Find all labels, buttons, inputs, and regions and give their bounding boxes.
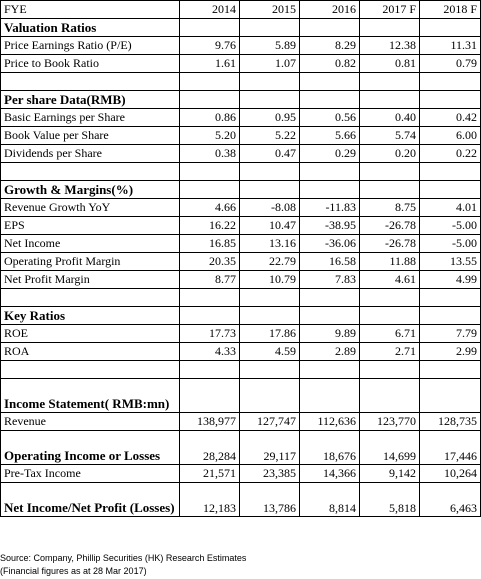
cell-value: -26.78 [360, 217, 420, 235]
table-row [1, 235, 481, 253]
cell-value: 6,463 [420, 483, 481, 517]
section-title: Income Statement( RMB:mn) [1, 379, 180, 413]
cell-value: 23,385 [240, 465, 300, 483]
section-header-income [1, 379, 481, 413]
cell-value: 0.22 [420, 145, 481, 163]
source-note: Source: Company, Phillip Securities (HK) Research Estimates [0, 553, 247, 563]
cell-value: 2.99 [420, 343, 481, 361]
table-row [1, 271, 481, 289]
fye-label: FYE [1, 1, 180, 19]
cell-value: 9,142 [360, 465, 420, 483]
table-row [1, 325, 481, 343]
cell-value: 0.29 [300, 145, 360, 163]
year-header: 2017 F [360, 1, 420, 19]
cell-value: 5.22 [240, 127, 300, 145]
cell-value: 4.59 [240, 343, 300, 361]
cell-value: 1.61 [180, 55, 240, 73]
cell-value: -36.06 [300, 235, 360, 253]
section-header-per-share [1, 91, 481, 109]
row-label: Book Value per Share [1, 127, 180, 145]
cell-value: 0.40 [360, 109, 420, 127]
cell-value: 11.31 [420, 37, 481, 55]
cell-value: 5,818 [360, 483, 420, 517]
cell-value: 1.07 [240, 55, 300, 73]
cell-value: 0.42 [420, 109, 481, 127]
cell-value: 5.66 [300, 127, 360, 145]
cell-value: 9.89 [300, 325, 360, 343]
cell-value: 0.79 [420, 55, 481, 73]
cell-value: 10,264 [420, 465, 481, 483]
spacer-row [1, 73, 481, 91]
row-label: Price Earnings Ratio (P/E) [1, 37, 180, 55]
header-row [1, 1, 481, 19]
cell-value: 10.79 [240, 271, 300, 289]
table-row [1, 465, 481, 483]
cell-value: 17.73 [180, 325, 240, 343]
row-label: Revenue [1, 413, 180, 431]
cell-value: -8.08 [240, 199, 300, 217]
cell-value: 2.71 [360, 343, 420, 361]
cell-value: 20.35 [180, 253, 240, 271]
cell-value: 14,699 [360, 431, 420, 465]
row-label: Dividends per Share [1, 145, 180, 163]
cell-value: 28,284 [180, 431, 240, 465]
section-header-valuation [1, 19, 481, 37]
cell-value: 6.71 [360, 325, 420, 343]
cell-value: 10.47 [240, 217, 300, 235]
table-row [1, 483, 481, 517]
cell-value: 6.00 [420, 127, 481, 145]
cell-value: 17,446 [420, 431, 481, 465]
cell-value: 0.82 [300, 55, 360, 73]
cell-value: 112,636 [300, 413, 360, 431]
table-row [1, 431, 481, 465]
table-row [1, 37, 481, 55]
cell-value: 4.66 [180, 199, 240, 217]
row-label: Basic Earnings per Share [1, 109, 180, 127]
year-header: 2018 F [420, 1, 481, 19]
cell-value: 5.20 [180, 127, 240, 145]
cell-value: 8,814 [300, 483, 360, 517]
cell-value: 22.79 [240, 253, 300, 271]
row-label: Net Income/Net Profit (Losses) [1, 483, 180, 517]
section-header-key-ratios [1, 307, 481, 325]
section-header-growth [1, 181, 481, 199]
cell-value: -38.95 [300, 217, 360, 235]
cell-value: 123,770 [360, 413, 420, 431]
cell-value: 8.75 [360, 199, 420, 217]
row-label: Operating Profit Margin [1, 253, 180, 271]
cell-value: 21,571 [180, 465, 240, 483]
cell-value: 2.89 [300, 343, 360, 361]
cell-value: -5.00 [420, 235, 481, 253]
row-label: ROA [1, 343, 180, 361]
cell-value: 7.79 [420, 325, 481, 343]
section-title: Growth & Margins(%) [1, 181, 180, 199]
table-row [1, 55, 481, 73]
cell-value: 12,183 [180, 483, 240, 517]
cell-value: 11.88 [360, 253, 420, 271]
cell-value: 16.22 [180, 217, 240, 235]
table-row [1, 413, 481, 431]
table-row [1, 127, 481, 145]
cell-value: 0.20 [360, 145, 420, 163]
cell-value: 7.83 [300, 271, 360, 289]
cell-value: 4.33 [180, 343, 240, 361]
spacer-row [1, 163, 481, 181]
cell-value: 9.76 [180, 37, 240, 55]
year-header: 2016 [300, 1, 360, 19]
cell-value: 4.61 [360, 271, 420, 289]
cell-value: 13.55 [420, 253, 481, 271]
cell-value: 4.99 [420, 271, 481, 289]
spacer-row [1, 361, 481, 379]
table-row [1, 217, 481, 235]
row-label: ROE [1, 325, 180, 343]
table-row [1, 109, 481, 127]
cell-value: 16.85 [180, 235, 240, 253]
cell-value: 0.86 [180, 109, 240, 127]
spacer-row [1, 289, 481, 307]
cell-value: 8.29 [300, 37, 360, 55]
section-title: Key Ratios [1, 307, 180, 325]
cell-value: 5.89 [240, 37, 300, 55]
cell-value: -11.83 [300, 199, 360, 217]
cell-value: 16.58 [300, 253, 360, 271]
cell-value: 0.38 [180, 145, 240, 163]
row-label: Operating Income or Losses [1, 431, 180, 465]
cell-value: 13,786 [240, 483, 300, 517]
date-note: (Financial figures as at 28 Mar 2017) [0, 566, 147, 576]
cell-value: 128,735 [420, 413, 481, 431]
cell-value: 5.74 [360, 127, 420, 145]
cell-value: -5.00 [420, 217, 481, 235]
table-row [1, 145, 481, 163]
row-label: EPS [1, 217, 180, 235]
cell-value: 4.01 [420, 199, 481, 217]
cell-value: 29,117 [240, 431, 300, 465]
cell-value: 8.77 [180, 271, 240, 289]
cell-value: -26.78 [360, 235, 420, 253]
row-label: Net Income [1, 235, 180, 253]
section-title: Valuation Ratios [1, 19, 180, 37]
year-header: 2015 [240, 1, 300, 19]
table-row [1, 253, 481, 271]
row-label: Net Profit Margin [1, 271, 180, 289]
row-label: Pre-Tax Income [1, 465, 180, 483]
cell-value: 138,977 [180, 413, 240, 431]
cell-value: 0.95 [240, 109, 300, 127]
row-label: Price to Book Ratio [1, 55, 180, 73]
cell-value: 0.47 [240, 145, 300, 163]
year-header: 2014 [180, 1, 240, 19]
cell-value: 17.86 [240, 325, 300, 343]
cell-value: 12.38 [360, 37, 420, 55]
section-title: Per share Data(RMB) [1, 91, 180, 109]
cell-value: 14,366 [300, 465, 360, 483]
table-row [1, 343, 481, 361]
cell-value: 127,747 [240, 413, 300, 431]
cell-value: 13.16 [240, 235, 300, 253]
row-label: Revenue Growth YoY [1, 199, 180, 217]
cell-value: 18,676 [300, 431, 360, 465]
cell-value: 0.81 [360, 55, 420, 73]
table-row [1, 199, 481, 217]
cell-value: 0.56 [300, 109, 360, 127]
